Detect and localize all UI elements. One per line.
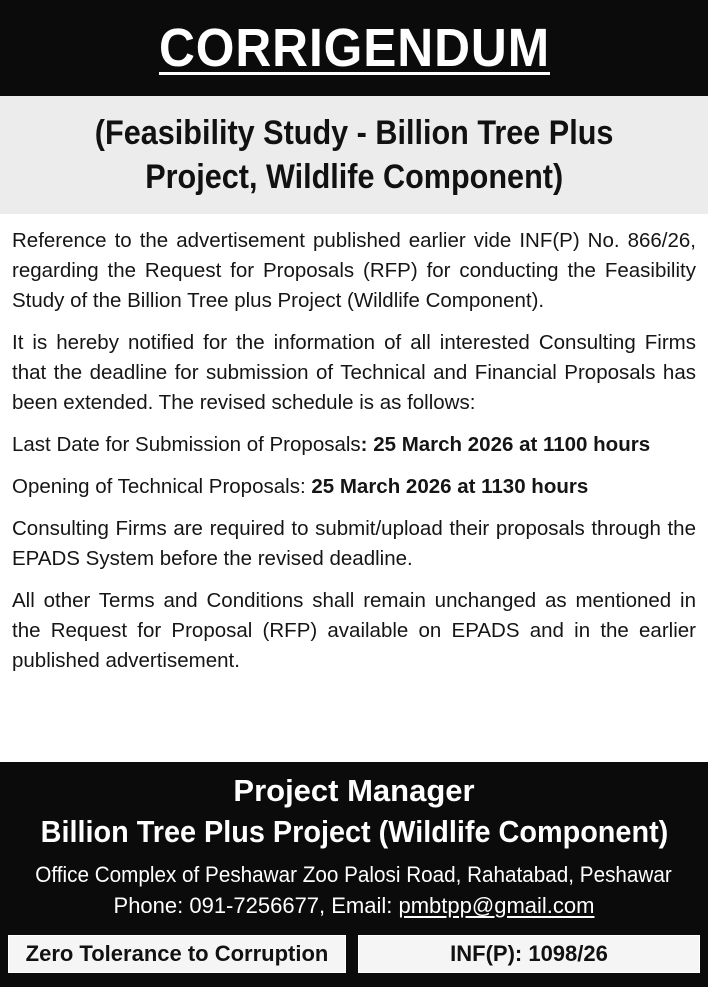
opening-label: Opening of Technical Proposals:: [12, 475, 312, 498]
submission-deadline-line: [12, 430, 696, 460]
reference-number-box: INF(P): 1098/26: [358, 935, 700, 973]
notification-paragraph: It is hereby notified for the information of all interested Consulting Firms that the deadline for submission of Technical and Financial Proposals has been extended. The revised schedule is as follows:: [12, 331, 696, 414]
email-link[interactable]: pmbtpp@gmail.com: [398, 893, 595, 918]
issuer-title: Project Manager: [233, 773, 475, 808]
opening-value: 25 March 2026 at 1130 hours: [311, 475, 589, 498]
issuer-project-text: Billion Tree Plus Project (Wildlife Component): [40, 814, 668, 849]
subject-line-1: (Feasibility Study - Billion Tree Plus: [94, 114, 614, 152]
slogan-box: Zero Tolerance to Corruption: [8, 935, 346, 973]
issuer-project: [0, 812, 708, 852]
notice-body: [12, 226, 696, 688]
submission-label: Last Date for Submission of Proposals: [12, 433, 361, 456]
issuer-address: [0, 860, 708, 890]
opening-date-line: [12, 472, 696, 502]
issuer-address-text: Office Complex of Peshawar Zoo Palosi Road, Rahatabad, Peshawar: [35, 862, 673, 887]
subject-block: [0, 96, 708, 214]
header-banner: [0, 0, 708, 96]
footer-boxes: [0, 935, 708, 975]
epads-paragraph: Consulting Firms are required to submit/upload their proposals through the EPADS System before the revised deadline.: [12, 517, 696, 570]
phone-text: Phone: 091-7256677, Email:: [113, 893, 399, 918]
issuer-contact: [0, 890, 708, 922]
page-title: CORRIGENDUM: [158, 18, 550, 78]
subject-line-2: Project, Wildlife Component): [145, 158, 563, 196]
submission-value: : 25 March 2026 at 1100 hours: [360, 433, 651, 456]
terms-paragraph: All other Terms and Conditions shall remain unchanged as mentioned in the Request for Proposal (RFP) available on EPADS and in the earlier published advertisement.: [12, 589, 696, 672]
reference-paragraph: Reference to the advertisement published earlier vide INF(P) No. 866/26, regarding the Request for Proposals (RFP) for conducting the Feasibility Study of the Billion Tree plus Project (Wildlife Component).: [12, 229, 696, 312]
